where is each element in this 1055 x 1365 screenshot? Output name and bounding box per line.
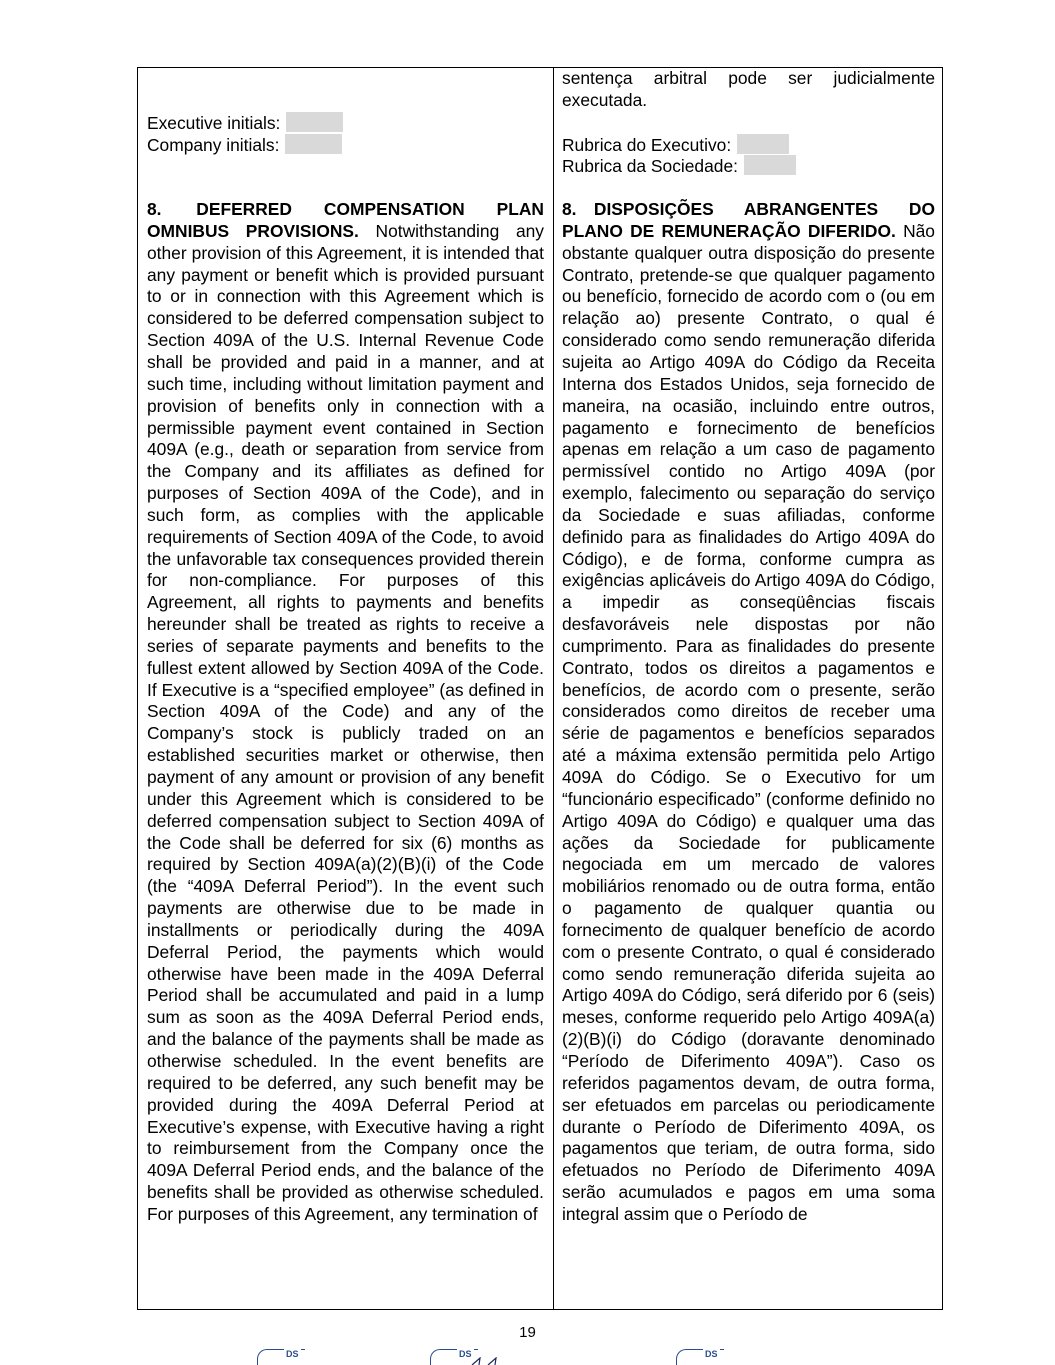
right-gap-2 (562, 177, 935, 199)
ds-label: DS (286, 1349, 299, 1359)
signature-scribble-icon (470, 1357, 506, 1365)
executive-initials-label: Executive initials: (147, 112, 281, 133)
left-gap (147, 155, 544, 199)
english-column (147, 68, 544, 1226)
right-gap-1 (562, 112, 935, 134)
executive-initials-row (147, 112, 544, 134)
company-initials-row (562, 155, 935, 177)
company-initials-row (147, 134, 544, 156)
section-8-body: Não obstante qualquer outra disposição do presente Contrato, pretende-se que qualquer pagamento ou benefício, fornecido de acordo com o (ou em relação ao) presente Contrato, o qual é considerado como sendo remuneração diferida sujeita ao Artigo 409A do Código da Receita Interna dos Estados Unidos, seja fornecido de maneira, na ocasião, incluindo entre outros, pagamento e fornecimento de benefícios apenas em relação a um caso de pagamento permissível contido no Artigo 409A (por exemplo, falecimento ou separação do serviço da Sociedade e suas afiliadas, conforme definido para as finalidades do Artigo 409A do Código), e de forma, conforme cumpra as exigências aplicáveis do Artigo 409A do Código, a impedir as conseqüências fiscais desfavoráveis nele dispostas por não cumprimento. Para as finalidades do presente Contrato, todos os direitos a pagamentos e benefícios, de acordo com o presente, serão considerados como direitos de receber uma série de pagamentos e benefícios separados até a máxima extensão permitida pelo Artigo 409A do Código. Se o Executivo for um “funcionário especificado” (conforme definido no Artigo 409A do Código) e qualquer uma das ações da Sociedade for publicamente negociada em um mercado de valores mobiliários renomado ou de outra forma, então o pagamento de qualquer quantia ou fornecimento de qualquer benefício de acordo com o presente Contrato, o qual é considerado como sendo remuneração diferida sujeita ao Artigo 409A do Código, será diferido por 6 (seis) meses, conforme requerido pelo Artigo 409A(a)(2)(B)(i) do Código (doravante denominado “Período de Diferimento 409A”). Caso os referidos pagamentos devam, de outra forma, ser efetuados em parcelas ou periodicamente durante o Período de Diferimento 409A, os pagamentos que teriam, de outra forma, sido efetuados no Período de Diferimento 409A serão acumulados e pagos em uma soma integral assim que o Período de (562, 220, 935, 1224)
section-8-heading: 8. DEFERRED COMPENSATION PLAN OMNIBUS PROVISIONS. (147, 199, 544, 241)
section-8-body: Notwithstanding any other provision of this Agreement, it is intended that any payment or benefit which is provided pursuant to or in connection with this Agreement which is considered to be deferred compensation subject to Section 409A of the U.S. Internal Revenue Code shall be provided and paid in a manner, and at such time, including without limitation payment and provision of benefits only in connection with a permissible payment event contained in Section 409A (e.g., death or separation from service from the Company and its affiliates as defined for purposes of Section 409A of the Code), and in such form, as complies with the applicable requirements of Section 409A of the Code, to avoid the unfavorable tax consequences provided therein for non-compliance. For purposes of this Agreement, all rights to payments and benefits hereunder shall be treated as rights to receive a series of separate payments and benefits to the fullest extent allowed by Section 409A of the Code. If Executive is a “specified employee” (as defined in Section 409A of the Code) and any of the Company’s stock is publicly traded on an established securities market or otherwise, then payment of any amount or provision of any benefit under this Agreement which is considered to be deferred compensation subject to Section 409A of the Code shall be deferred for six (6) months as required by Section 409A(a)(2)(B)(i) of the Code (the “409A Deferral Period”). In the event such payments are otherwise due to be made in installments or periodically during the 409A Deferral Period, the payments which would otherwise have been made in the 409A Deferral Period shall be accumulated and paid in a lump sum as soon as the 409A Deferral Period ends, and the balance of the payments shall be made as otherwise scheduled. In the event benefits are required to be deferred, any such benefit may be provided during the 409A Deferral Period at Executive’s expense, with Executive having a right to reimbursement from the Company once the 409A Deferral Period ends, and the balance of the benefits shall be provided as otherwise scheduled. For purposes of this Agreement, any termination of (147, 220, 544, 1224)
redacted-initials (285, 134, 342, 154)
section-8-paragraph (147, 199, 544, 1226)
redacted-initials (286, 112, 343, 132)
page-number: 19 (519, 1324, 536, 1341)
bilingual-table (137, 67, 943, 1310)
docusign-initials-mark (676, 1349, 724, 1365)
section-8-paragraph (562, 199, 935, 1226)
redacted-initials (737, 134, 789, 154)
left-top-spacer (147, 68, 544, 112)
executive-initials-row (562, 134, 935, 156)
company-initials-label: Rubrica da Sociedade: (562, 156, 738, 177)
arbitration-continuation: sentença arbitral pode ser judicialmente executada. (562, 68, 935, 110)
executive-initials-label: Rubrica do Executivo: (562, 134, 732, 155)
company-initials-label: Company initials: (147, 134, 280, 155)
docusign-initials-mark (257, 1349, 305, 1365)
ds-label: DS (705, 1349, 718, 1359)
column-divider (553, 68, 554, 1309)
redacted-initials (744, 155, 796, 175)
section-8-heading: 8. DISPOSIÇÕES ABRANGENTES DO PLANO DE REMUNERAÇÃO DIFERIDO. (562, 199, 935, 241)
ds-label: DS (459, 1349, 472, 1359)
portuguese-column (562, 68, 935, 1226)
